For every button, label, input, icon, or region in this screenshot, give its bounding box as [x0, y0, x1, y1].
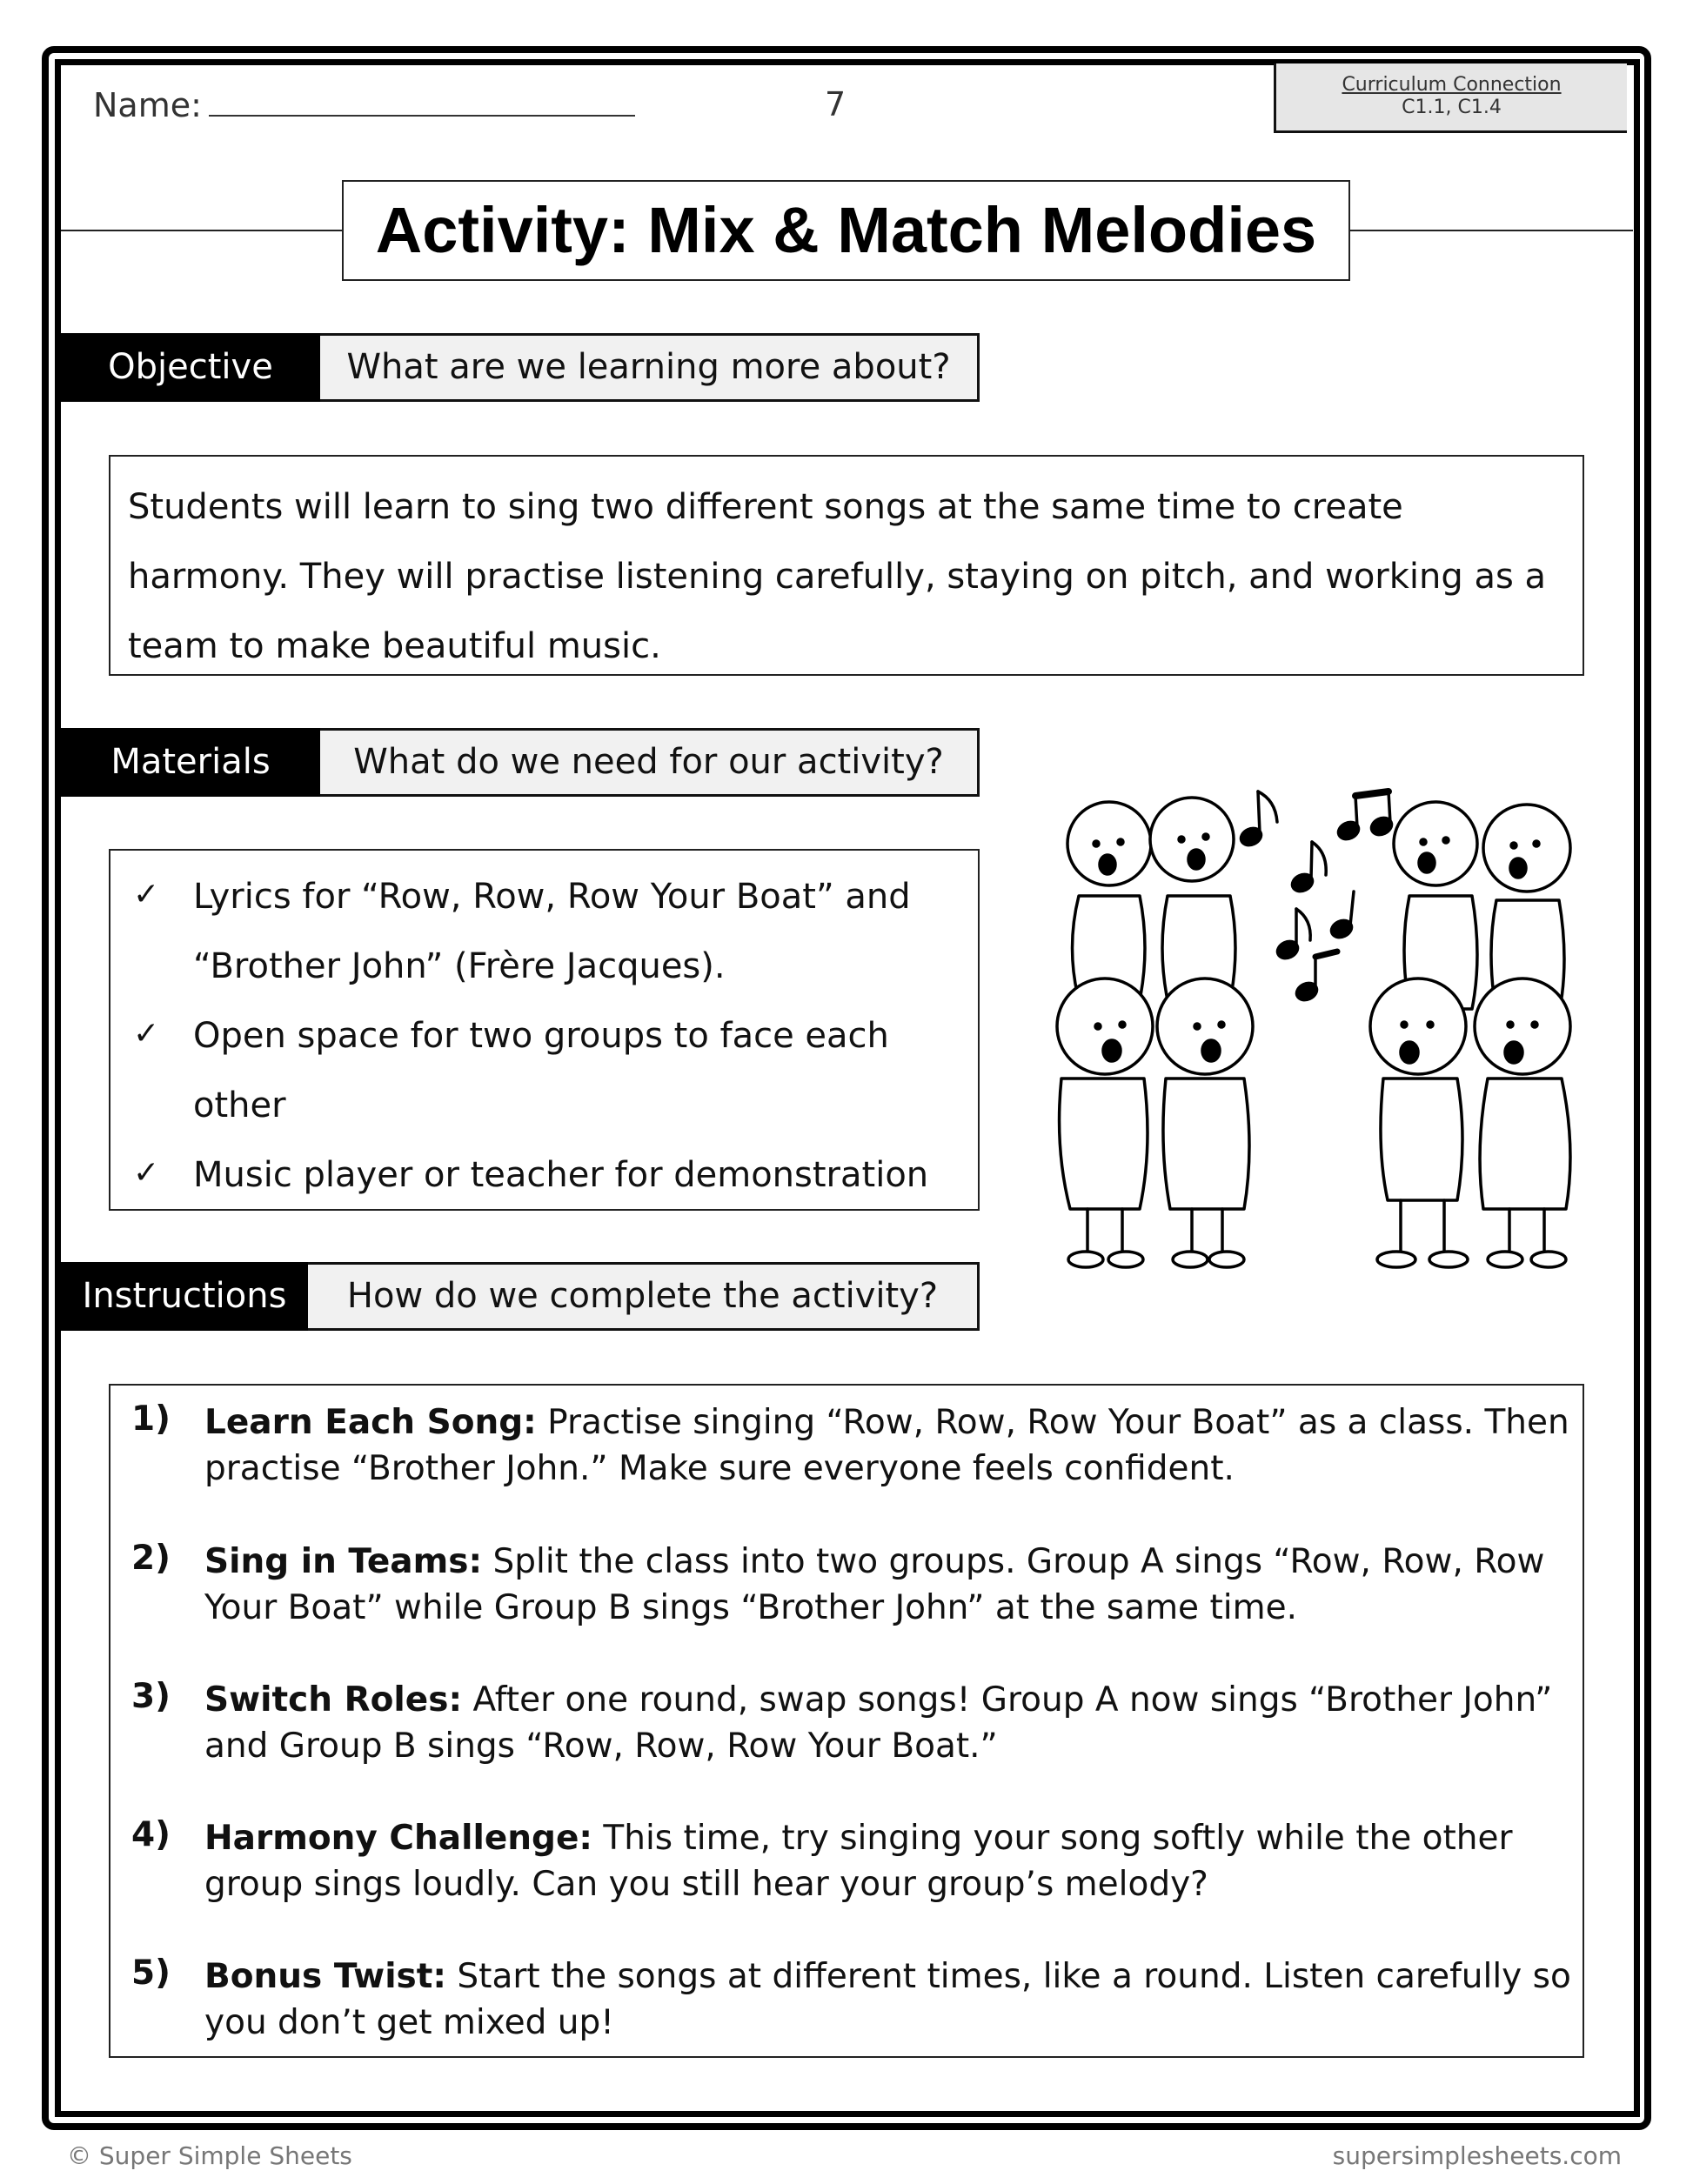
step-number: 4)	[131, 1815, 171, 1854]
objective-label: Objective	[61, 333, 320, 402]
child-figure-icon	[1370, 978, 1468, 1267]
child-figure-icon	[1067, 802, 1151, 1000]
child-figure-icon	[1150, 798, 1235, 1000]
objective-line: harmony. They will practise listening carefully, staying on pitch, and working as a	[128, 557, 1547, 597]
child-figure-icon	[1157, 978, 1253, 1267]
instructions-question: How do we complete the activity?	[308, 1262, 980, 1331]
page-title: Activity: Mix & Match Melodies	[375, 194, 1317, 266]
step-title: Learn Each Song:	[204, 1403, 537, 1442]
curriculum-connection-box	[1274, 63, 1627, 133]
objective-line: team to make beautiful music.	[128, 626, 661, 666]
step-number: 2)	[131, 1539, 171, 1578]
materials-question: What do we need for our activity?	[320, 728, 980, 797]
footer-copyright: © Super Simple Sheets	[67, 2141, 352, 2170]
music-note-icon	[1335, 791, 1394, 842]
materials-item-line: Open space for two groups to face each	[193, 1016, 889, 1056]
name-field[interactable]	[93, 85, 635, 124]
materials-label: Materials	[61, 728, 320, 797]
checkmark-icon: ✓	[133, 1016, 160, 1052]
child-figure-icon	[1394, 802, 1477, 1009]
objective-line: Students will learn to sing two different songs at the same time to create	[128, 487, 1403, 527]
child-figure-icon	[1057, 978, 1153, 1267]
music-notes-icon	[1238, 791, 1394, 1003]
checkmark-icon: ✓	[133, 1155, 160, 1191]
footer-website[interactable]: supersimplesheets.com	[1332, 2141, 1622, 2170]
materials-item-line: Music player or teacher for demonstration	[193, 1155, 929, 1195]
children-singing-illustration	[1035, 765, 1592, 1287]
step-text: Practise singing “Row, Row, Row Your Boat” as a class. Then practise “Brother John.” Make sure everyone feels confident.	[204, 1403, 1569, 1488]
music-note-icon	[1238, 791, 1277, 848]
curriculum-connection-codes: C1.1, C1.4	[1402, 97, 1502, 119]
step-title: Sing in Teams:	[204, 1542, 483, 1581]
name-label: Name:	[93, 86, 202, 124]
step-text: This time, try singing your song softly while the other group sings loudly. Can you still hear your group’s melody?	[204, 1819, 1513, 1904]
page-number: 7	[825, 85, 846, 124]
step-title: Bonus Twist:	[204, 1957, 447, 1996]
music-note-icon	[1294, 952, 1337, 1003]
music-note-icon	[1275, 909, 1310, 961]
music-note-icon	[1289, 842, 1326, 894]
child-figure-icon	[1475, 978, 1570, 1267]
step-text: After one round, swap songs! Group A now sings “Brother John” and Group B sings “Row, Row, Row Your Boat.”	[204, 1680, 1553, 1766]
step-text: Start the songs at different times, like a round. Listen carefully so you don’t get mixed up!	[204, 1957, 1571, 2042]
materials-box	[109, 849, 980, 1211]
curriculum-connection-title: Curriculum Connection	[1342, 74, 1562, 96]
instructions-label: Instructions	[61, 1262, 308, 1331]
step-number: 5)	[131, 1954, 171, 1993]
step-number: 1)	[131, 1399, 171, 1439]
step-title: Switch Roles:	[204, 1680, 463, 1720]
step-number: 3)	[131, 1677, 171, 1716]
step-text: Split the class into two groups. Group A sings “Row, Row, Row Your Boat” while Group B sings “Brother John” at the same time.	[204, 1542, 1545, 1627]
title-box	[342, 180, 1350, 281]
music-note-icon	[1328, 892, 1354, 940]
objective-question: What are we learning more about?	[320, 333, 980, 402]
objective-box	[109, 455, 1584, 676]
materials-item-line: “Brother John” (Frère Jacques).	[193, 946, 726, 986]
checkmark-icon: ✓	[133, 877, 160, 912]
materials-item-line: Lyrics for “Row, Row, Row Your Boat” and	[193, 877, 911, 917]
instructions-box	[109, 1384, 1584, 2058]
materials-item-line: other	[193, 1085, 286, 1125]
step-title: Harmony Challenge:	[204, 1819, 593, 1858]
name-blank-line[interactable]	[209, 85, 635, 117]
